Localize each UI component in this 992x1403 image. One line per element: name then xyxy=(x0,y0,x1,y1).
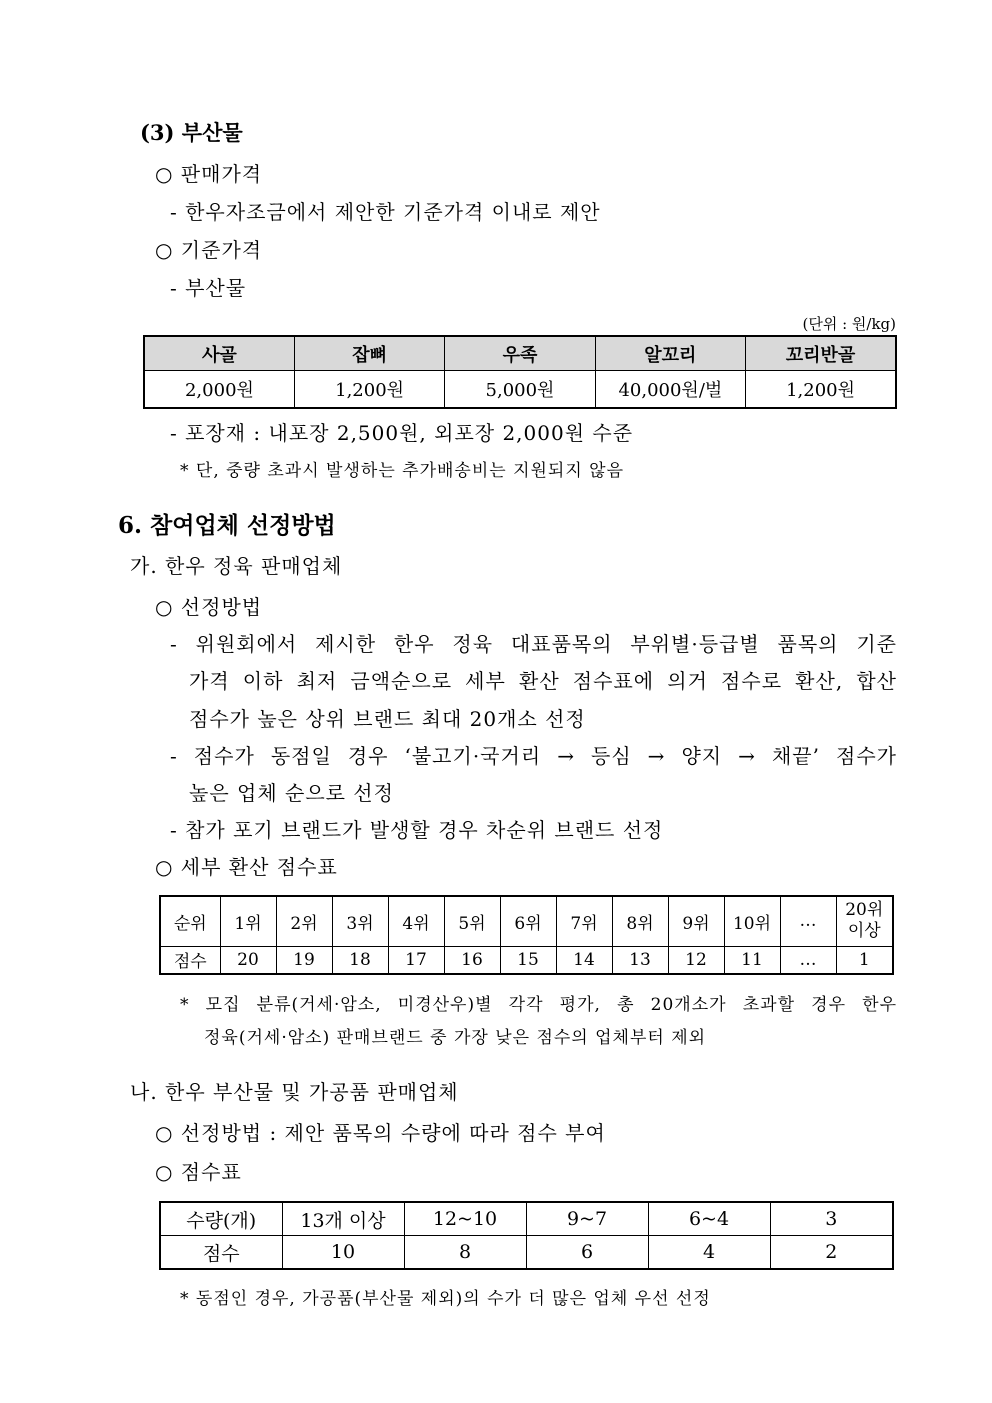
method-text-line: - 위원회에서 제시한 한우 정육 대표품목의 부위별·등급별 품목의 기준 xyxy=(170,632,897,656)
tie-rule-line: - 점수가 동점일 경우 ‘불고기·국거리 → 등심 → 양지 → 채끝’ 점수가 xyxy=(170,744,897,768)
table-cell: 순위 xyxy=(160,896,220,946)
rank-score-table xyxy=(159,895,894,975)
byproduct-price-table xyxy=(143,335,897,409)
table-cell: 8위 xyxy=(612,896,668,946)
table-cell: 2 xyxy=(770,1236,893,1270)
table-cell: 6위 xyxy=(500,896,556,946)
table-cell: 2,000원 xyxy=(144,371,294,409)
table-header-cell: 우족 xyxy=(445,336,595,371)
table-cell: 1,200원 xyxy=(294,371,444,409)
packaging-note: - 포장재 : 내포장 2,500원, 외포장 2,000원 수준 xyxy=(170,421,634,445)
table-cell: 14 xyxy=(556,946,612,974)
score-table-title-b: ○ 점수표 xyxy=(155,1160,242,1184)
table-cell: 수량(개) xyxy=(160,1202,282,1236)
evaluation-note-line: * 모집 분류(거세·암소, 미경산우)별 각각 평가, 총 20개소가 초과할 경우 한우 xyxy=(180,995,897,1015)
table-cell: 10위 xyxy=(724,896,780,946)
table-cell: 1,200원 xyxy=(746,371,896,409)
subsection-heading-byproducts: 나. 한우 부산물 및 가공품 판매업체 xyxy=(130,1080,459,1104)
item-selection-method-b: ○ 선정방법 : 제안 품목의 수량에 따라 점수 부여 xyxy=(155,1121,606,1145)
section-heading-selection: 6. 참여업체 선정방법 xyxy=(118,512,336,539)
tie-break-footnote: * 동점인 경우, 가공품(부산물 제외)의 수가 더 많은 업체 우선 선정 xyxy=(180,1289,711,1309)
table-cell: 19 xyxy=(276,946,332,974)
table-cell: 점수 xyxy=(160,946,220,974)
table-row xyxy=(160,946,893,974)
item-base-price-detail: - 부산물 xyxy=(170,276,247,300)
table-row xyxy=(144,371,896,409)
item-base-price: ○ 기준가격 xyxy=(155,238,263,262)
evaluation-note-line: 정육(거세·암소) 판매브랜드 중 가장 낮은 점수의 업체부터 제외 xyxy=(204,1028,707,1048)
table-row xyxy=(160,1236,893,1270)
withdrawal-rule: - 참가 포기 브랜드가 발생할 경우 차순위 브랜드 선정 xyxy=(170,818,664,842)
table-row xyxy=(160,1202,893,1236)
table-header-cell: 알꼬리 xyxy=(595,336,745,371)
table-cell: 6 xyxy=(526,1236,648,1270)
table-cell: 8 xyxy=(404,1236,526,1270)
table-cell: … xyxy=(780,896,836,946)
table-cell: 9~7 xyxy=(526,1202,648,1236)
table-cell: 5위 xyxy=(444,896,500,946)
table-cell: … xyxy=(780,946,836,974)
table-cell: 16 xyxy=(444,946,500,974)
table-cell: 12 xyxy=(668,946,724,974)
table-cell: 3위 xyxy=(332,896,388,946)
table-cell: 17 xyxy=(388,946,444,974)
table-header-cell: 잡뼈 xyxy=(294,336,444,371)
item-sales-price-detail: - 한우자조금에서 제안한 기준가격 이내로 제안 xyxy=(170,200,601,224)
table-cell: 11 xyxy=(724,946,780,974)
section-heading-byproducts: (3) 부산물 xyxy=(140,120,243,145)
table-cell: 10 xyxy=(282,1236,404,1270)
table-cell: 6~4 xyxy=(648,1202,770,1236)
table-cell: 1 xyxy=(836,946,893,974)
table-cell xyxy=(836,896,893,946)
table-row xyxy=(160,896,893,946)
table-header-cell: 사골 xyxy=(144,336,294,371)
table-cell: 13 xyxy=(612,946,668,974)
table-cell: 40,000원/벌 xyxy=(595,371,745,409)
table-cell: 20 xyxy=(220,946,276,974)
table-cell: 점수 xyxy=(160,1236,282,1270)
quantity-score-table xyxy=(159,1201,894,1270)
table-cell: 13개 이상 xyxy=(282,1202,404,1236)
table-cell: 5,000원 xyxy=(445,371,595,409)
table-cell: 4위 xyxy=(388,896,444,946)
table-cell: 3 xyxy=(770,1202,893,1236)
table-header-row xyxy=(144,336,896,371)
table-cell: 4 xyxy=(648,1236,770,1270)
table-cell: 12~10 xyxy=(404,1202,526,1236)
table-cell: 15 xyxy=(500,946,556,974)
table-cell: 9위 xyxy=(668,896,724,946)
table-cell: 2위 xyxy=(276,896,332,946)
rank-last-line2: 이상 xyxy=(847,921,881,942)
rank-last-line1: 20위 xyxy=(845,900,884,921)
method-text-line: 점수가 높은 상위 브랜드 최대 20개소 선정 xyxy=(189,707,586,731)
score-table-title: ○ 세부 환산 점수표 xyxy=(155,855,338,879)
table-cell: 7위 xyxy=(556,896,612,946)
table-header-cell: 꼬리반골 xyxy=(746,336,896,371)
table-cell: 1위 xyxy=(220,896,276,946)
item-sales-price: ○ 판매가격 xyxy=(155,162,263,186)
shipping-footnote: * 단, 중량 초과시 발생하는 추가배송비는 지원되지 않음 xyxy=(180,461,625,481)
table-cell: 18 xyxy=(332,946,388,974)
subsection-heading-meat: 가. 한우 정육 판매업체 xyxy=(130,554,343,578)
tie-rule-line: 높은 업체 순으로 선정 xyxy=(189,781,394,805)
item-selection-method: ○ 선정방법 xyxy=(155,595,263,619)
unit-label: (단위 : 원/kg) xyxy=(802,315,896,333)
method-text-line: 가격 이하 최저 금액순으로 세부 환산 점수표에 의거 점수로 환산, 합산 xyxy=(189,669,897,693)
